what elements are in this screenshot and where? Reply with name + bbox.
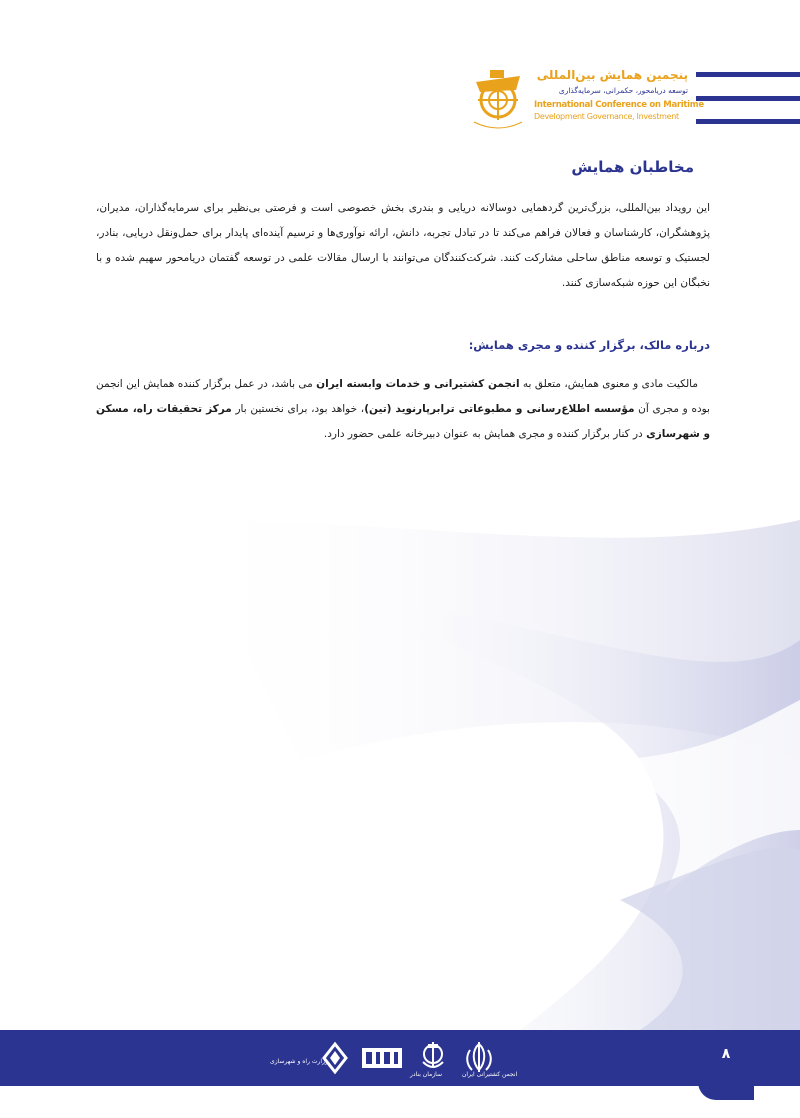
about-bold-executor: مؤسسه اطلاع‌رسانی و مطبوعاتی ترابرپارنوید (تین) — [364, 403, 635, 415]
about-text-part: ، خواهد بود، برای نخستین بار — [231, 403, 365, 415]
logo-english-subtitle: Development Governance, Investment — [534, 112, 679, 121]
page-number-tab — [698, 1030, 754, 1100]
logo-caption: انجمن کشتیرانی ایران — [462, 1071, 518, 1078]
about-text-part: در کنار برگزار کننده و مجری همایش به عنوان دبیرخانه علمی حضور دارد. — [323, 428, 647, 440]
logo-caption: سازمان بنادر — [410, 1071, 442, 1078]
ship-compass-emblem-icon — [472, 66, 532, 136]
header-stripe-bottom — [696, 119, 800, 124]
section-title: مخاطبان همایش — [571, 158, 694, 176]
logo-persian-title: پنجمین همایش بین‌المللی — [536, 68, 688, 82]
logo-persian-subtitle: توسعه دریامحور، حکمرانی، سرمایه‌گذاری — [558, 86, 688, 95]
about-heading: درباره مالک، برگزار کننده و مجری همایش: — [468, 338, 710, 352]
logo-english-title: International Conference on Maritime — [534, 100, 704, 110]
about-paragraph — [96, 372, 710, 447]
about-text-part: مالکیت مادی و معنوی همایش، متعلق به — [519, 378, 698, 390]
audience-paragraph: این رویداد بین‌المللی، بزرگ‌ترین گردهمایی دوسالانه دریایی و بندری بخش خصوصی است و فرصتی بی‌نظیر برای سرمایه‌گذاران، مدیران، پژوهشگران، کارشناسان و فعالان فراهم می‌کند تا در تبادل تجربه، دانش، ارائه نوآوری‌ها و ترسیم آینده‌ای پایدار برای حمل‌ونقل دریایی، بنادر، لجستیک و توسعه مناطق ساحلی مشارکت کنند. شرکت‌کنندگان می‌توانند با ارسال مقالات علمی در توسعه گفتمان دریامحور سهیم شده و با نخبگان این حوزه شبکه‌سازی کنند. — [96, 202, 710, 289]
about-text-part: می باشد، در عمل برگزار کننده همایش این انجمن بوده و مجری آن — [96, 378, 710, 415]
header-stripe-middle — [696, 96, 800, 101]
logo-caption: وزارت راه و شهرسازی — [270, 1058, 328, 1065]
tin-logo-icon — [360, 1040, 404, 1076]
header-stripe-top — [696, 72, 800, 77]
about-bold-research-center: مرکز تحقیقات راه، مسکن و شهرسازی — [96, 403, 710, 440]
conference-logo — [472, 66, 704, 136]
page-number: ۸ — [721, 1046, 731, 1062]
about-bold-owner: انجمن کشتیرانی و خدمات وابسته ایران — [316, 378, 520, 390]
